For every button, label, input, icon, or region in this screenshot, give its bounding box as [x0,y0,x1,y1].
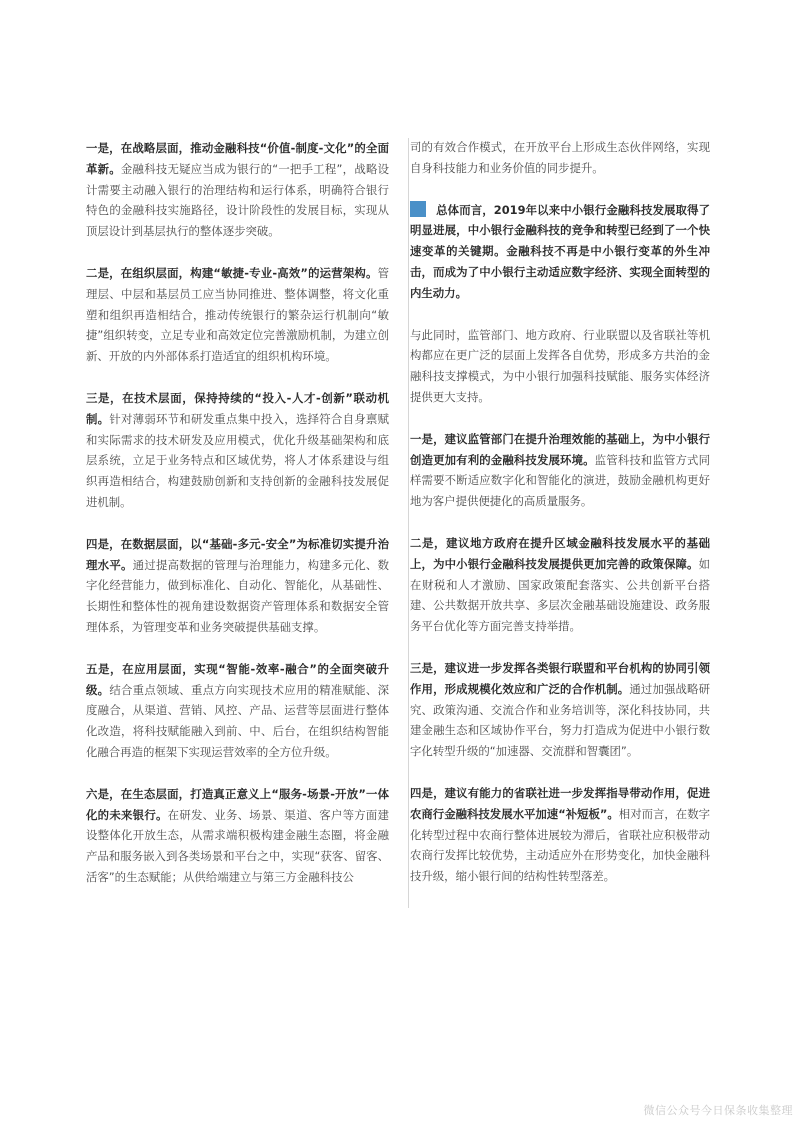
continued-paragraph: 司的有效合作模式，在开放平台上形成生态伙伴网络，实现自身科技能力和业务价值的同步提升。 [410,140,710,175]
paragraph-heading: 四是，建议有能力的省联社进一步发挥指导带动作用，促进农商行金融科技发展水平加速“补短板”。 [410,785,710,821]
paragraph-heading: 一是，在战略层面，推动金融科技“价值-制度-文化”的全面革新。 [86,141,389,176]
paragraph-body: 在研发、业务、场景、渠道、客户等方面建设整体化开放生态，从需求端积极构建金融生态圈，将金融产品和服务嵌入到各类场景和平台之中，实现“获客、留客、活客”的生态赋能；从供给端建立与第三方金融科技公 [86,807,389,884]
paragraph-body: 结合重点领域、重点方向实现技术应用的精准赋能、深度融合，从渠道、营销、风控、产品、运营等层面进行整体化改造，将科技赋能融入到前、中、后台，在组织结构智能化融合再造的框架下实现运营效率的全方位升级。 [86,682,389,759]
paragraph-heading: 二是，建议地方政府在提升区域金融科技发展水平的基础上，为中小银行金融科技发展提供更加完善的政策保障。 [410,535,710,571]
paragraph-heading: 六是，在生态层面，打造真正意义上“服务-场景-开放”一体化的未来银行。 [86,786,389,822]
paragraph-body: 金融科技无疑应当成为银行的“一把手工程”，战略设计需要主动融入银行的治理结构和运行体系，明确符合银行特色的金融科技实施路径，设计阶段性的发展目标，实现从顶层设计到基层执行的整体逐步突破。 [86,161,389,239]
alliance-paragraph [410,658,710,762]
local-government-paragraph [410,533,710,637]
application-paragraph [86,659,389,763]
paragraph-heading: 三是，建议进一步发挥各类银行联盟和平台机构的协同引领作用，形成规模化效应和广泛的合作机制。 [410,660,710,696]
paragraph-heading: 二是，在组织层面，构建“敏捷-专业-高效”的运营架构。 [86,265,378,280]
ecosystem-paragraph [86,784,389,888]
summary-paragraph [410,200,710,304]
blue-square-marker-icon [410,201,426,217]
organization-paragraph [86,263,389,367]
paragraph-heading: 四是，在数据层面，以“基础-多元-安全”为标准切实提升治理水平。 [86,536,389,572]
right-column [408,138,710,908]
paragraph-heading: 五是，在应用层面，实现“智能-效率-融合”的全面突破升级。 [86,661,389,697]
paragraph-body: 监管科技和监管方式同样需要不断适应数字化和智能化的演进，鼓励金融机构更好地为客户提供便捷化的高质量服务。 [410,452,710,509]
provincial-union-paragraph [410,783,710,887]
paragraph-body: 针对薄弱环节和研发重点集中投入，选择符合自身禀赋和实际需求的技术研发及应用模式，优化升级基础架构和底层系统，立足于业务特点和区域优势，将人才体系建设与组织再造相结合，构建鼓励创新和支持创新的金融科技发展促进机制。 [86,411,389,509]
data-paragraph [86,534,389,638]
technology-paragraph [86,388,389,513]
watermark-footer: 微信公众号今日保条收集整理 [643,1104,793,1117]
strategy-paragraph [86,138,389,242]
left-column [86,138,401,909]
paragraph-body: 管理层、中层和基层员工应当协同推进、整体调整，将文化重塑和组织再造相结合，推动传统银行的繁杂运行机制向“敏捷”组织转变，立足专业和高效定位完善激励机制，为建立创新、开放的内外部体系打造适宜的组织机构环境。 [86,265,389,364]
paragraph-body: 通过加强战略研究、政策沟通、交流合作和业务培训等，深化科技协同，共建金融生态和区域协作平台，努力打造成为促进中小银行数字化转型升级的“加速器、交流群和智囊团”。 [410,681,710,759]
regulator-paragraph [410,429,710,512]
summary-text: 总体而言，2019年以来中小银行金融科技发展取得了明显进展，中小银行金融科技的竞争和转型已经到了一个快速变革的关键期。金融科技不再是中小银行变革的外生冲击，而成为了中小银行主动适应数字经济、实现全面转型的内生动力。 [410,202,710,300]
paragraph-body: 相对而言，在数字化转型过程中农商行整体进展较为滞后，省联社应积极带动农商行发挥比较优势，主动适应外在形势变化，加快金融科技升级，缩小银行间的结构性转型落差。 [410,806,710,884]
paragraph-body: 通过提高数据的管理与治理能力，构建多元化、数字化经营能力，做到标准化、自动化、智能化，从基础性、长期性和整体性的视角建设数据资产管理体系和数据安全管理体系，为管理变革和业务突破提供基础支撑。 [86,557,389,634]
paragraph-heading: 三是，在技术层面，保持持续的“投入-人才-创新”联动机制。 [86,390,389,426]
intro-paragraph: 与此同时，监管部门、地方政府、行业联盟以及省联社等机构都应在更广泛的层面上发挥各自优势，形成多方共治的金融科技支撑模式，为中小银行加强科技赋能、服务实体经济提供更大支持。 [410,327,710,404]
paragraph-body: 如在财税和人才激励、国家政策配套落实、公共创新平台搭建、公共数据开放共享、多层次金融基础设施建设、政务服务平台优化等方面完善支持举措。 [410,556,710,634]
paragraph-heading: 一是，建议监管部门在提升治理效能的基础上，为中小银行创造更加有利的金融科技发展环境。 [410,431,710,467]
